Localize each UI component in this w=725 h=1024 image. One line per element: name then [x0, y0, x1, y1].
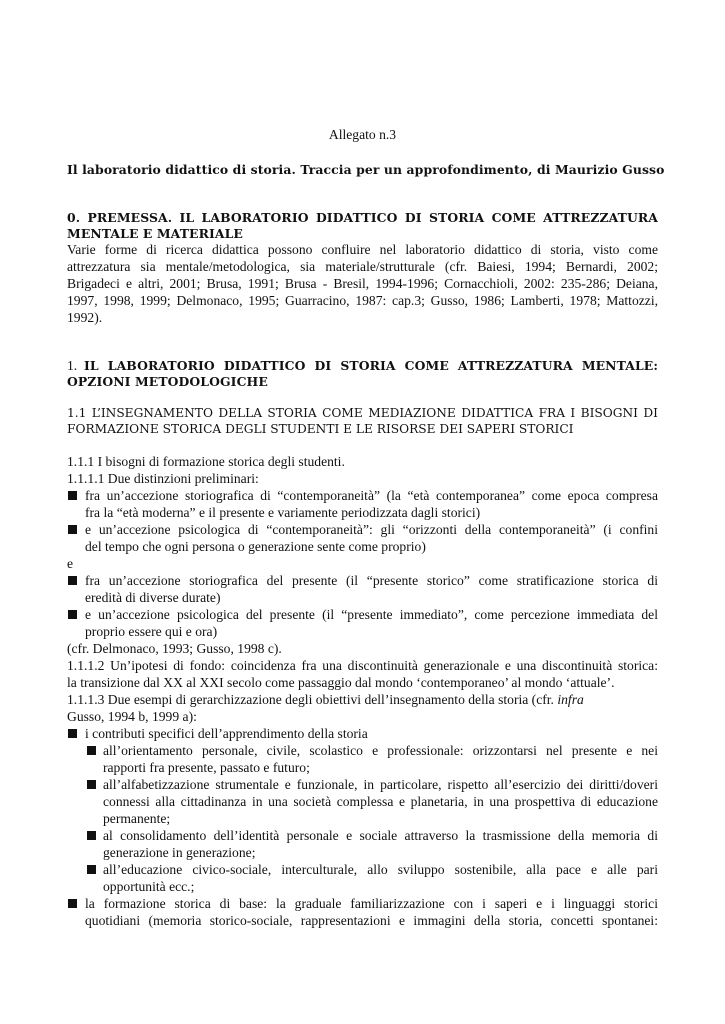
paragraph-line: 1992).	[67, 310, 103, 325]
bullet-icon	[68, 899, 77, 908]
document-subtitle: Il laboratorio didattico di storia. Traccia per un approfondimento, di Maurizio Gusso	[67, 162, 665, 177]
heading-1-1-1-1: 1.1.1.1 Due distinzioni preliminari:	[67, 471, 259, 486]
subsection-title-cont: FORMAZIONE STORICA DEGLI STUDENTI E LE RISORSE DEI SAPERI STORICI	[67, 422, 574, 436]
section0-title: 0. PREMESSA. IL LABORATORIO DIDATTICO DI STORIA COME ATTREZZATURA	[67, 210, 658, 225]
paragraph-line	[67, 691, 667, 708]
sub-list-item: all’educazione civico-sociale, interculturale, allo sviluppo sostenibile, alla pace e alle pari	[103, 862, 658, 877]
bullet-icon	[87, 780, 96, 789]
list-item: e un’accezione psicologica di “contemporaneità”: gli “orizzonti della contemporaneità” (i confini	[85, 522, 658, 537]
sub-list-item-cont: rapporti fra presente, passato e futuro;	[103, 760, 310, 775]
section0-title-cont: MENTALE E MATERIALE	[67, 226, 243, 241]
paragraph-line: Gusso, 1994 b, 1999 a):	[67, 709, 197, 724]
bullet-icon	[68, 525, 77, 534]
sub-list-item-cont: generazione in generazione;	[103, 845, 256, 860]
section1-title: IL LABORATORIO DIDATTICO DI STORIA COME ATTREZZATURA MENTALE:	[84, 358, 658, 373]
list-item: fra un’accezione storiografica del presente (il “presente storico” come stratificazione storica di	[85, 573, 658, 588]
sub-list-item-cont: connessi alla cittadinanza in una società complessa e planetaria, in una prospettiva di educazione	[103, 794, 658, 809]
paragraph-line: la transizione dal XX al XXI secolo come passaggio dal mondo ‘contemporaneo’ al mondo ‘attuale’.	[67, 675, 615, 690]
bullet-icon	[87, 746, 96, 755]
paragraph-line: Varie forme di ricerca didattica possono confluire nel laboratorio didattico di storia, visto come	[67, 242, 658, 257]
list-item-cont: proprio essere qui e ora)	[85, 624, 218, 639]
list-item-cont: quotidiani (memoria storico-sociale, rappresentazioni e immagini della storia, concetti spontanei:	[85, 913, 658, 928]
paragraph-line: 1997, 1998, 1999; Delmonaco, 1995; Guarracino, 1987: cap.3; Gusso, 1986; Lamberti, 1978; Mattozzi,	[67, 293, 658, 308]
bullet-icon	[87, 831, 96, 840]
list-item: la formazione storica di base: la graduale familiarizzazione con i saperi e i linguaggi storici	[85, 896, 658, 911]
list-item: fra un’accezione storiografica di “contemporaneità” (la “età contemporanea” come epoca compresa	[85, 488, 658, 503]
sub-list-item-cont: opportunità ecc.;	[103, 879, 195, 894]
paragraph-line: attrezzatura sia mentale/metodologica, sia materiale/strutturale (cfr. Baiesi, 1994; Bernardi, 2002;	[67, 259, 658, 274]
bullet-icon	[68, 729, 77, 738]
list-item-cont: fra la “età moderna” e il presente e variamente periodizzata dagli storici)	[85, 505, 481, 520]
bullet-icon	[68, 576, 77, 585]
sub-list-item: all’alfabetizzazione strumentale e funzionale, in particolare, rispetto all’esercizio dei diritti/doveri	[103, 777, 658, 792]
sub-list-item: all’orientamento personale, civile, scolastico e professionale: orizzontarsi nel presente e nei	[103, 743, 658, 758]
section1-number: 1.	[67, 358, 78, 373]
paragraph-line: 1.1.1.2 Un’ipotesi di fondo: coincidenza fra una discontinuità generazionale e una discontinuità storica:	[67, 658, 658, 673]
sub-list-item: al consolidamento dell’identità personale e sociale attraverso la trasmissione della memoria di	[103, 828, 658, 843]
infra-term: infra	[557, 692, 584, 707]
conjunction: e	[67, 556, 74, 571]
section1-title-cont: OPZIONI METODOLOGICHE	[67, 374, 268, 389]
paragraph-text: 1.1.1.3 Due esempi di gerarchizzazione degli obiettivi dell’insegnamento della storia (cfr.	[67, 692, 554, 707]
bullet-icon	[68, 491, 77, 500]
bullet-icon	[87, 865, 96, 874]
list-item-cont: eredità di diverse durate)	[85, 590, 221, 605]
paragraph-line: Brigadeci e altri, 2001; Brusa, 1991; Brusa - Bresil, 1994-1996; Cornacchioli, 2002: 235-286; Deiana,	[67, 276, 658, 291]
sub-list-item-cont: permanente;	[103, 811, 171, 826]
list-item: i contributi specifici dell’apprendimento della storia	[85, 726, 368, 741]
list-item-cont: del tempo che ogni persona o generazione sente come proprio)	[85, 539, 426, 554]
citation: (cfr. Delmonaco, 1993; Gusso, 1998 c).	[67, 641, 282, 656]
list-item: e un’accezione psicologica del presente (il “presente immediato”, come percezione immediata del	[85, 607, 658, 622]
heading-1-1-1: 1.1.1 I bisogni di formazione storica degli studenti.	[67, 454, 345, 469]
bullet-icon	[68, 610, 77, 619]
allegato-label: Allegato n.3	[328, 127, 397, 142]
subsection-title: 1.1 L’INSEGNAMENTO DELLA STORIA COME MEDIAZIONE DIDATTICA FRA I BISOGNI DI	[67, 406, 658, 420]
